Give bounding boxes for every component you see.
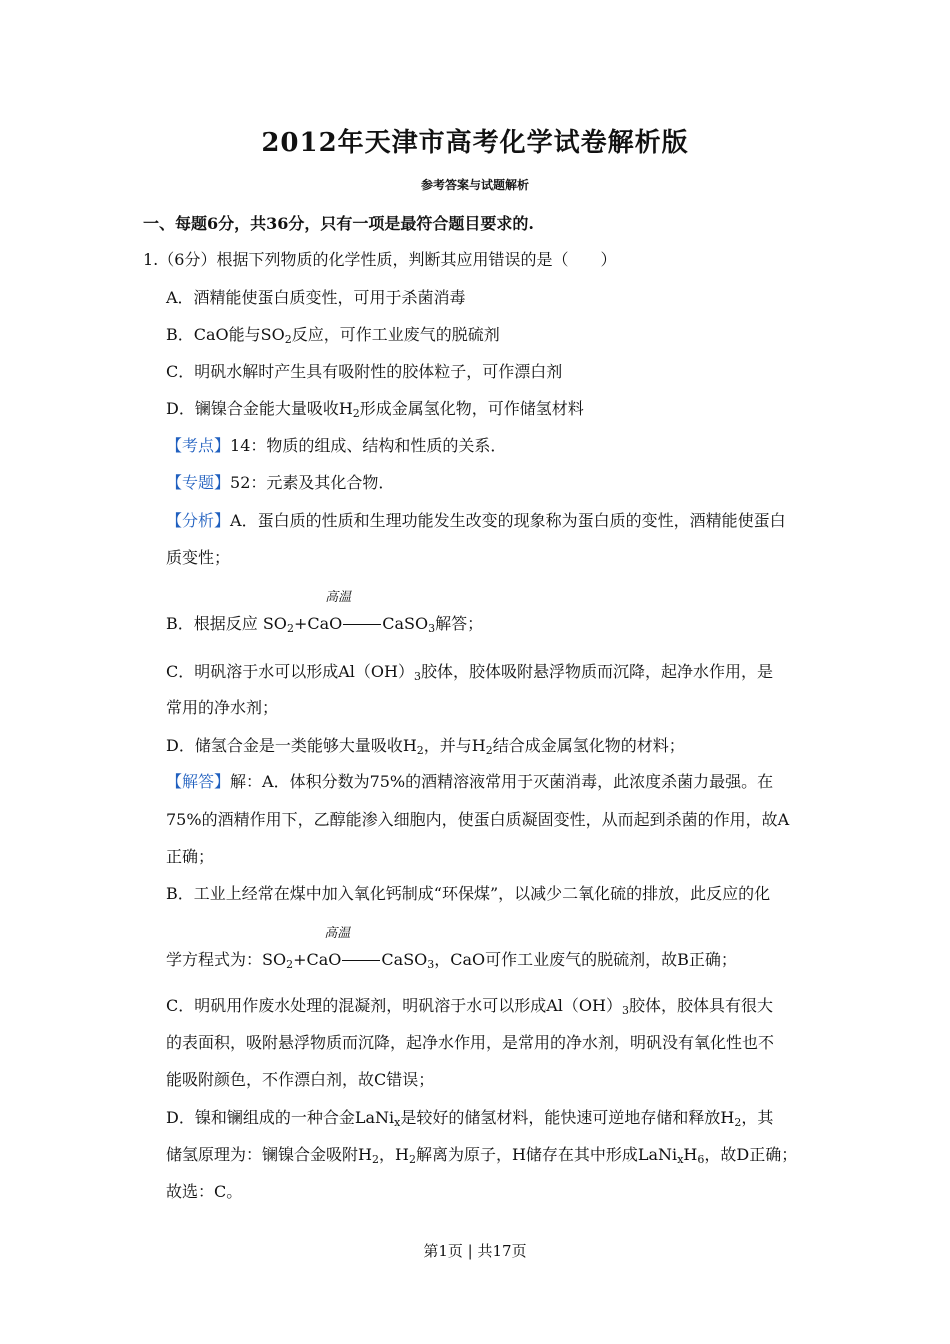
jieda-line-1: 【解答】解：A．体积分数为75%的酒精溶液常用于灭菌消毒，此浓度杀菌力最强。在 [166, 772, 774, 791]
jieda-line-3: 正确； [166, 847, 215, 866]
zhuanti-line: 【专题】52：元素及其化合物． [166, 473, 395, 492]
reaction-condition: 高温 [325, 590, 352, 605]
answer-line: 故选：C。 [166, 1182, 243, 1201]
fenxi-c-line-1: C．明矾溶于水可以形成$Al(OH)_3$胶体，胶体吸附悬浮物质而沉降，起净水作用，是 [166, 662, 774, 683]
jieda-d-line-2: 储氢原理为：镧镍合金吸附$H_2$，$H_2$解离为原子，H储存在其中形成$LaNi_xH_6$，故D正确； [166, 1145, 798, 1166]
jieda-equation-line: 学方程式为：$SO_2+CaO$ 高温 CaSO$_3$，CaO可作工业废气的脱硫剂，故B正确； [166, 926, 737, 971]
jieda-c-line-2: 的表面积，吸附悬浮物质而沉降，起净水作用，是常用的净水剂，明矾没有氧化性也不 [166, 1033, 775, 1052]
jieda-d-line-1: D．镍和镧组成的一种合金LaNi$_x$是较好的储氢材料，能快速可逆地存储和释放$H_2$，其 [166, 1108, 774, 1129]
page-subtitle: 参考答案与试题解析 [420, 178, 529, 192]
fenxi-c-line-2: 常用的净水剂； [166, 698, 279, 717]
fenxi-tag: 【分析】 [166, 511, 231, 530]
reaction-condition: 高温 [324, 926, 351, 941]
kaodian-tag: 【考点】 [166, 436, 231, 455]
reaction-arrow [342, 960, 380, 961]
option-d: D．镧镍合金能大量吸收$H_2$形成金属氢化物，可作储氢材料 [166, 399, 584, 420]
page-title: 2012年天津市高考化学试卷解析版 [261, 128, 689, 158]
fenxi-line-1: 【分析】A．蛋白质的性质和生理功能发生改变的现象称为蛋白质的变性，酒精能使蛋白 [166, 511, 786, 530]
section-heading: 一、每题6分，共36分，只有一项是最符合题目要求的. [143, 214, 534, 233]
jieda-tag: 【解答】 [166, 772, 231, 791]
question-stem: 1.（6分）根据下列物质的化学性质，判断其应用错误的是（ ） [143, 250, 617, 269]
fenxi-equation-line: B．根据反应 $SO_2+CaO$ 高温 CaSO$_3$解答； [166, 590, 484, 635]
reaction-equation: +CaO 高温 [293, 950, 381, 970]
fenxi-d-line: D．储氢合金是一类能够大量吸收$H_2$，并与$H_2$结合成金属氢化物的材料； [166, 736, 685, 757]
jieda-b-line-1: B．工业上经常在煤中加入氧化钙制成“环保煤”，以减少二氧化硫的排放，此反应的化 [166, 884, 771, 903]
option-a: A．酒精能使蛋白质变性，可用于杀菌消毒 [166, 288, 466, 307]
page-footer: 第1页 | 共17页 [423, 1242, 527, 1260]
zhuanti-tag: 【专题】 [166, 473, 231, 492]
jieda-c-line-3: 能吸附颜色，不作漂白剂，故C错误； [166, 1070, 435, 1089]
reaction-arrow [343, 624, 381, 625]
reaction-equation: +CaO 高温 [294, 614, 382, 634]
option-c: C．明矾水解时产生具有吸附性的胶体粒子，可作漂白剂 [166, 362, 563, 381]
jieda-c-line-1: C．明矾用作废水处理的混凝剂，明矾溶于水可以形成$Al(OH)_3$胶体，胶体具有很大 [166, 996, 774, 1017]
jieda-line-2: 75%的酒精作用下，乙醇能渗入细胞内，使蛋白质凝固变性，从而起到杀菌的作用，故A [166, 810, 790, 829]
fenxi-line-2: 质变性； [166, 548, 231, 567]
kaodian-line: 【考点】14：物质的组成、结构和性质的关系． [166, 436, 507, 455]
option-b: B．CaO能与$SO_2$反应，可作工业废气的脱硫剂 [166, 325, 500, 346]
